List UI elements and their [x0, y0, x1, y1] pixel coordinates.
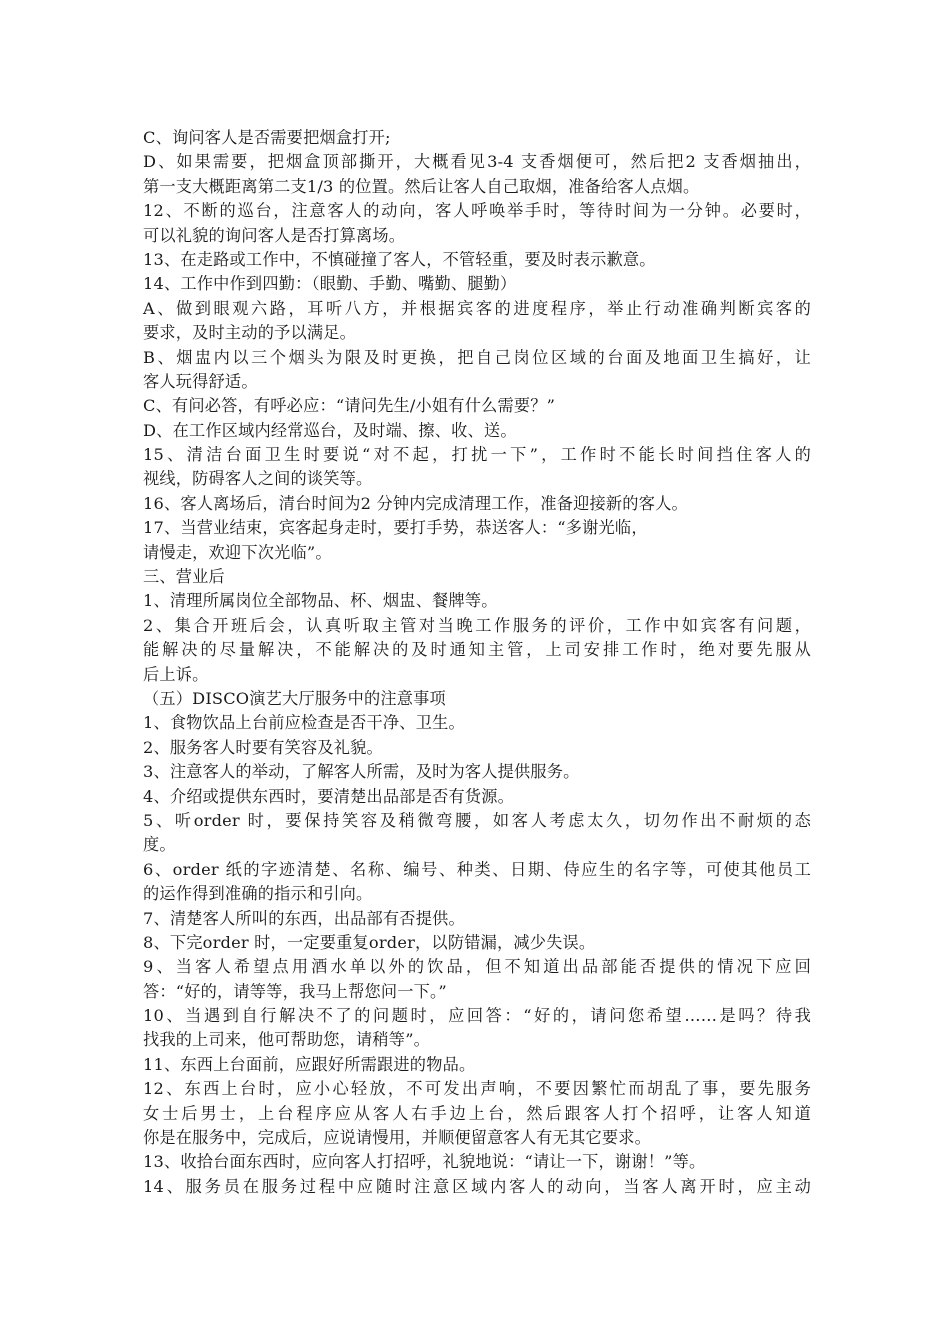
text-line: 15、清洁台面卫生时要说“对不起，打扰一下”，工作时不能长时间挡住客人的	[143, 445, 811, 465]
text-line: 答：“好的，请等等，我马上帮您问一下。”	[143, 981, 447, 1001]
text-line: 女士后男士，上台程序应从客人右手边上台，然后跟客人打个招呼，让客人知道	[143, 1103, 811, 1123]
text-line: C、询问客人是否需要把烟盒打开;	[143, 128, 391, 147]
text-line: 请慢走，欢迎下次光临”。	[143, 542, 332, 562]
text-line: 7、清楚客人所叫的东西，出品部有否提供。	[143, 908, 465, 928]
text-line: 可以礼貌的询问客人是否打算离场。	[143, 225, 406, 245]
text-line: 8、下完order 时，一定要重复order，以防错漏，减少失误。	[143, 932, 596, 952]
text-line: 12、东西上台时，应小心轻放，不可发出声响，不要因繁忙而胡乱了事，要先服务	[143, 1079, 811, 1099]
text-line: B、烟盅内以三个烟头为限及时更换，把自己岗位区域的台面及地面卫生搞好，让	[143, 347, 811, 367]
text-line: 14、工作中作到四勤：（眼勤、手勤、嘴勤、腿勤）	[143, 274, 517, 294]
text-line: 客人玩得舒适。	[143, 371, 258, 391]
text-line: 2、集合开班后会，认真听取主管对当晚工作服务的评价，工作中如宾客有问题，	[143, 615, 811, 635]
text-line: D、如果需要，把烟盒顶部撕开，大概看见3-4 支香烟便可，然后把2 支香烟抽出，	[143, 152, 811, 172]
text-line: 要求，及时主动的予以满足。	[143, 323, 357, 343]
text-line: 你是在服务中，完成后，应说请慢用，并顺便留意客人有无其它要求。	[143, 1128, 652, 1148]
text-line: A、做到眼观六路，耳听八方，并根据宾客的进度程序，举止行动准确判断宾客的	[143, 298, 811, 318]
text-line: 16、客人离场后，清台时间为2 分钟内完成清理工作，准备迎接新的客人。	[143, 493, 688, 513]
text-line: 6、order 纸的字迹清楚、名称、编号、种类、日期、侍应生的名字等，可使其他员工	[143, 859, 811, 879]
text-line: 3、注意客人的举动，了解客人所需，及时为客人提供服务。	[143, 762, 580, 782]
text-line: 后上诉。	[143, 664, 209, 684]
text-line: 找我的上司来，他可帮助您，请稍等”。	[143, 1030, 431, 1050]
text-line: 11、东西上台面前，应跟好所需跟进的物品。	[143, 1054, 476, 1074]
text-line: D、在工作区域内经常巡台，及时端、擦、收、送。	[143, 420, 517, 440]
text-line: 的运作得到准确的指示和引向。	[143, 884, 373, 904]
text-line: 12、不断的巡台，注意客人的动向，客人呼唤举手时，等待时间为一分钟。必要时，	[143, 201, 811, 221]
text-line: 视线，防碍客人之间的谈笑等。	[143, 469, 373, 489]
text-line: 1、食物饮品上台前应检查是否干净、卫生。	[143, 713, 465, 733]
text-line: 能解决的尽量解决，不能解决的及时通知主管，上司安排工作时，绝对要先服从	[143, 640, 811, 660]
text-line: 10、当遇到自行解决不了的问题时，应回答：“好的，请问您希望……是吗？待我	[143, 1006, 811, 1026]
text-line: 三、营业后	[143, 567, 225, 587]
text-line: 2、服务客人时要有笑容及礼貌。	[143, 737, 383, 757]
text-line: 4、介绍或提供东西时，要清楚出品部是否有货源。	[143, 786, 515, 806]
text-line: 5、听order 时，要保持笑容及稍微弯腰，如客人考虑太久，切勿作出不耐烦的态	[143, 810, 811, 830]
text-line: 1、清理所属岗位全部物品、杯、烟盅、餐牌等。	[143, 591, 498, 611]
text-line: C、有问必答，有呼必应：“请问先生/小姐有什么需要？”	[143, 396, 556, 416]
text-line: 13、在走路或工作中，不慎碰撞了客人，不管轻重，要及时表示歉意。	[143, 249, 656, 269]
text-line: 9、当客人希望点用酒水单以外的饮品，但不知道出品部能否提供的情况下应回	[143, 957, 811, 977]
text-line: 17、当营业结束，宾客起身走时，要打手势，恭送客人：“多谢光临，	[143, 518, 648, 538]
document-page	[143, 126, 811, 1199]
text-line: 14、服务员在服务过程中应随时注意区域内客人的动向，当客人离开时，应主动	[143, 1176, 811, 1196]
text-line: 13、收拾台面东西时，应向客人打招呼，礼貌地说：“请让一下，谢谢！”等。	[143, 1152, 706, 1172]
text-line: （五）DISCO演艺大厅服务中的注意事项	[143, 688, 446, 708]
text-line: 第一支大概距离第二支1/3 的位置。然后让客人自己取烟，准备给客人点烟。	[143, 176, 700, 196]
text-line: 度。	[143, 835, 176, 855]
